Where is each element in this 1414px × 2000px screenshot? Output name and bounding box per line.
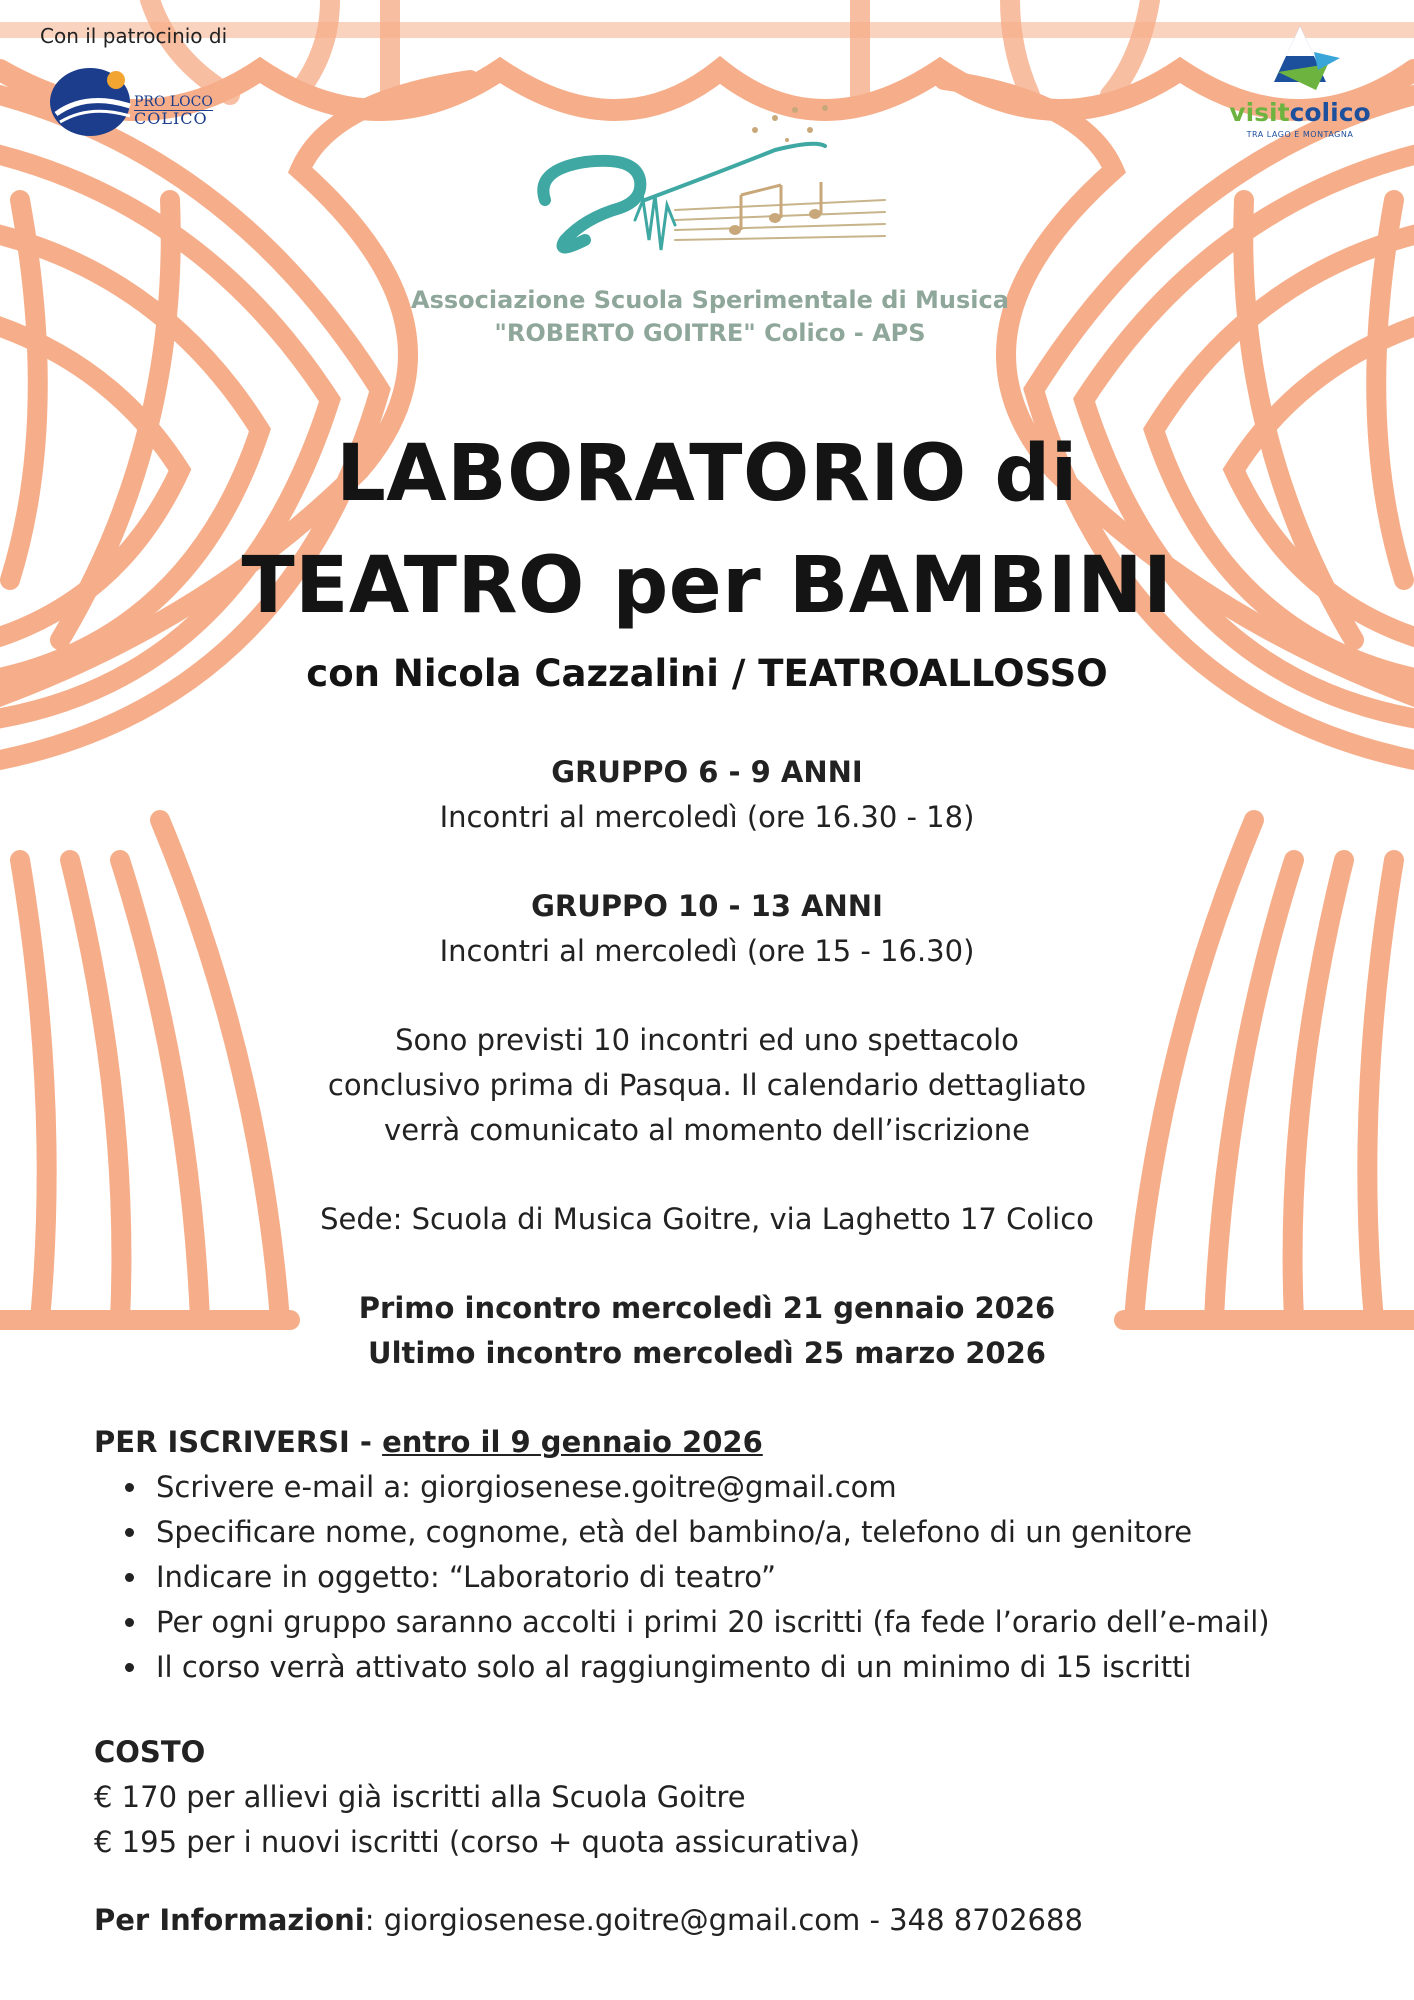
music-school-logo-icon: [525, 90, 895, 275]
info-contact: : giorgiosenese.goitre@gmail.com - 348 8702688: [364, 1903, 1083, 1937]
association-name: [300, 284, 1120, 350]
list-item: • Il corso verrà attivato solo al raggiungimento di un minimo di 15 iscritti: [150, 1645, 1374, 1690]
group-1-name: GRUPPO 6 - 9 ANNI: [551, 755, 863, 789]
venue: Sede: Scuola di Musica Goitre, via Laghetto 17 Colico: [320, 1202, 1094, 1236]
visit-colico-tagline: TRA LAGO E MONTAGNA: [1246, 130, 1354, 139]
main-title: [150, 418, 1264, 642]
pro-loco-line1: PRO LOCO: [134, 94, 213, 110]
cost-line2: € 195 per i nuovi iscritti (corso + quota assicurativa): [94, 1825, 861, 1859]
description-line3: verrà comunicato al momento dell’iscrizione: [384, 1113, 1030, 1147]
association-line2: "ROBERTO GOITRE" Colico - APS: [494, 319, 926, 347]
cost-heading: COSTO: [94, 1735, 206, 1769]
group-1: [210, 750, 1204, 840]
list-item: • Per ogni gruppo saranno accolti i primi 20 iscritti (fa fede l’orario dell’e-mail): [150, 1600, 1374, 1645]
group-2-schedule: Incontri al mercoledì (ore 15 - 16.30): [439, 934, 975, 968]
first-date: Primo incontro mercoledì 21 gennaio 2026: [358, 1291, 1056, 1325]
pro-loco-line2: COLICO: [134, 110, 213, 127]
sponsor-caption: Con il patrocinio di: [40, 24, 228, 48]
registration-list: [94, 1465, 1374, 1690]
info-label: Per Informazioni: [94, 1903, 365, 1937]
group-2-name: GRUPPO 10 - 13 ANNI: [531, 889, 883, 923]
info-line: [94, 1898, 1374, 1943]
registration-heading: PER ISCRIVERSI - entro il 9 gennaio 2026: [94, 1425, 763, 1459]
association-line1: Associazione Scuola Sperimentale di Musica: [411, 286, 1009, 314]
description-line2: conclusivo prima di Pasqua. Il calendario dettagliato: [327, 1068, 1087, 1102]
pro-loco-logo: [46, 62, 216, 140]
title-line1: LABORATORIO di: [336, 429, 1078, 519]
cost-line1: € 170 per allievi già iscritti alla Scuola Goitre: [94, 1780, 746, 1814]
list-item: • Scrivere e-mail a: giorgiosenese.goitre@gmail.com: [150, 1465, 1374, 1510]
group-1-schedule: Incontri al mercoledì (ore 16.30 - 18): [439, 800, 975, 834]
description: [210, 1018, 1204, 1153]
registration-deadline: entro il 9 gennaio 2026: [382, 1425, 763, 1459]
visit-colico-logo: [1220, 22, 1380, 142]
list-item: • Indicare in oggetto: “Laboratorio di teatro”: [150, 1555, 1374, 1600]
subtitle: con Nicola Cazzalini / TEATROALLOSSO: [306, 652, 1108, 695]
mountain-star-icon: [1220, 22, 1380, 96]
registration-section: [94, 1420, 1374, 1690]
dates: [210, 1286, 1204, 1376]
cost-section: [94, 1730, 1374, 1865]
title-line2: TEATRO per BAMBINI: [241, 541, 1173, 631]
visit-colico-wordmark: visitcolico: [1229, 98, 1371, 127]
pro-loco-emblem-icon: [46, 62, 136, 140]
description-line1: Sono previsti 10 incontri ed uno spettacolo: [395, 1023, 1019, 1057]
list-item: • Specificare nome, cognome, età del bambino/a, telefono di un genitore: [150, 1510, 1374, 1555]
group-2: [210, 884, 1204, 974]
last-date: Ultimo incontro mercoledì 25 marzo 2026: [368, 1336, 1046, 1370]
